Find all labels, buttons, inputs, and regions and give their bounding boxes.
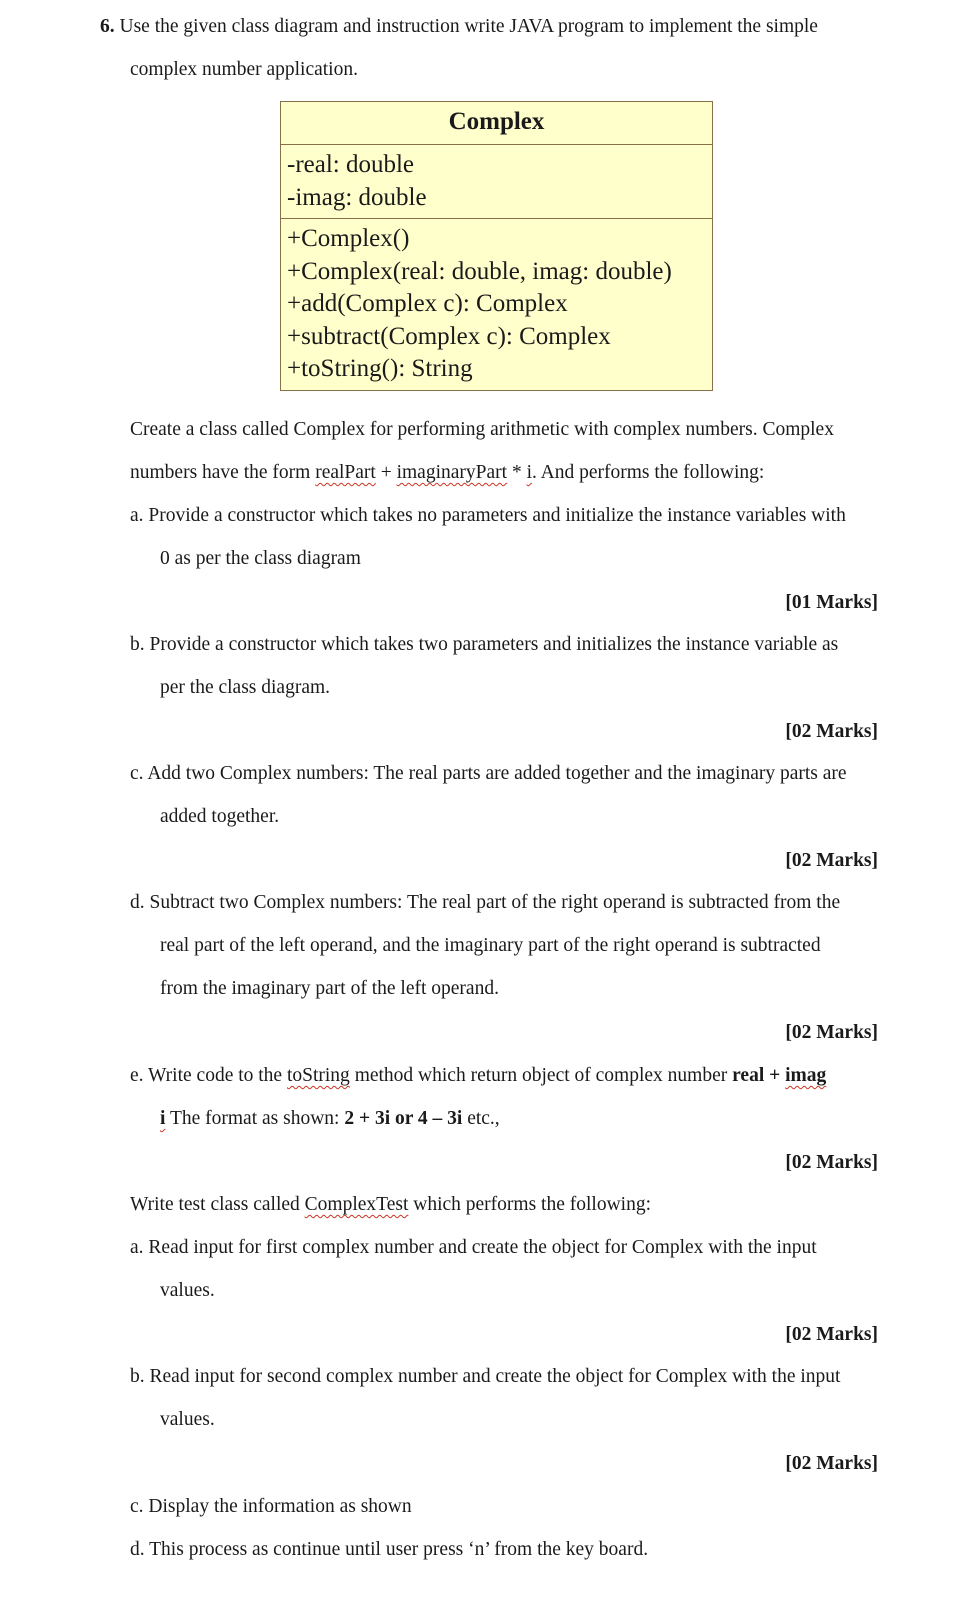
- imag-term: imag: [785, 1065, 827, 1086]
- uml-method: +Complex(real: double, imag: double): [287, 257, 672, 285]
- test-b-line-2: values.: [160, 1409, 215, 1430]
- real-part-term: realPart: [315, 462, 376, 483]
- uml-method: +add(Complex c): Complex: [287, 290, 568, 317]
- uml-attribute: -real: double: [287, 151, 415, 178]
- task-b-line-2: per the class diagram.: [160, 677, 331, 698]
- intro-line-2: [130, 460, 764, 486]
- task-a-line-2: 0 as per the class diagram: [160, 548, 361, 569]
- uml-class-diagram: [280, 101, 713, 391]
- tostring-term: toString: [286, 1065, 350, 1086]
- task-c-marks: [02 Marks]: [785, 850, 878, 871]
- task-d-line-1: d. Subtract two Complex numbers: The real part of the right operand is subtracted from the: [130, 892, 841, 913]
- task-d-line-2: real part of the left operand, and the imaginary part of the right operand is subtracted: [160, 935, 821, 956]
- uml-class-name: Complex: [448, 108, 545, 135]
- test-a-marks: [02 Marks]: [785, 1324, 878, 1345]
- task-a-line-1: a. Provide a constructor which takes no parameters and initialize the instance variables with: [130, 505, 846, 526]
- test-intro: [130, 1192, 651, 1218]
- task-e-text-2: method which return object of complex number: [349, 1065, 733, 1086]
- uml-method: +toString(): String: [287, 355, 473, 382]
- test-b-marks: [02 Marks]: [785, 1453, 878, 1474]
- test-a-line-2: values.: [160, 1280, 215, 1301]
- task-a-marks: [01 Marks]: [785, 592, 878, 613]
- uml-attribute: -imag: double: [287, 183, 427, 211]
- plus-sign: +: [375, 462, 397, 483]
- question-text: Use the given class diagram and instruction write JAVA program to implement the simple: [119, 16, 818, 37]
- test-d-line: d. This process as continue until user press ‘n’ from the key board.: [130, 1539, 649, 1560]
- uml-method: +Complex(): [287, 225, 410, 252]
- task-c-line-1: c. Add two Complex numbers: The real parts are added together and the imaginary parts are: [130, 763, 847, 784]
- uml-method: +subtract(Complex c): Complex: [287, 322, 611, 350]
- i-term: i: [160, 1108, 166, 1129]
- real-term: real: [732, 1065, 765, 1086]
- task-e-marks: [02 Marks]: [785, 1152, 878, 1173]
- format-example: 2 + 3i or 4 – 3i: [344, 1108, 463, 1129]
- task-e-line-1: [130, 1063, 826, 1089]
- task-e-format-label: The format as shown:: [165, 1108, 345, 1129]
- task-c-line-2: added together.: [160, 806, 280, 827]
- test-c-line: c. Display the information as shown: [130, 1496, 412, 1517]
- task-b-line-1: b. Provide a constructor which takes two parameters and initializes the instance variable as: [130, 634, 839, 655]
- test-b-line-1: b. Read input for second complex number and create the object for Complex with the input: [130, 1366, 841, 1387]
- task-e-line-2: [160, 1106, 500, 1132]
- plus-term: +: [764, 1065, 786, 1086]
- test-a-line-1: a. Read input for first complex number and create the object for Complex with the input: [130, 1237, 817, 1258]
- question-number: 6.: [100, 16, 115, 37]
- test-intro-text-end: which performs the following:: [408, 1194, 651, 1215]
- task-e-text-end: etc.,: [462, 1108, 500, 1129]
- question-line-2: complex number application.: [130, 59, 358, 80]
- task-d-marks: [02 Marks]: [785, 1022, 878, 1043]
- question-line-1: [100, 14, 818, 40]
- task-b-marks: [02 Marks]: [785, 721, 878, 742]
- uml-methods: [281, 218, 712, 390]
- task-d-line-3: from the imaginary part of the left operand.: [160, 978, 499, 999]
- uml-attributes: [281, 144, 712, 218]
- intro-text-end: . And performs the following:: [531, 462, 765, 483]
- times-sign: *: [507, 462, 527, 483]
- test-intro-text: Write test class called: [130, 1194, 305, 1215]
- intro-line-1: Create a class called Complex for performing arithmetic with complex numbers. Complex: [130, 419, 834, 440]
- imaginary-part-term: imaginaryPart: [396, 462, 508, 483]
- intro-text: numbers have the form: [130, 462, 316, 483]
- task-e-text: e. Write code to the: [130, 1065, 287, 1086]
- i-term: i: [526, 462, 532, 483]
- complextest-term: ComplexTest: [304, 1194, 409, 1215]
